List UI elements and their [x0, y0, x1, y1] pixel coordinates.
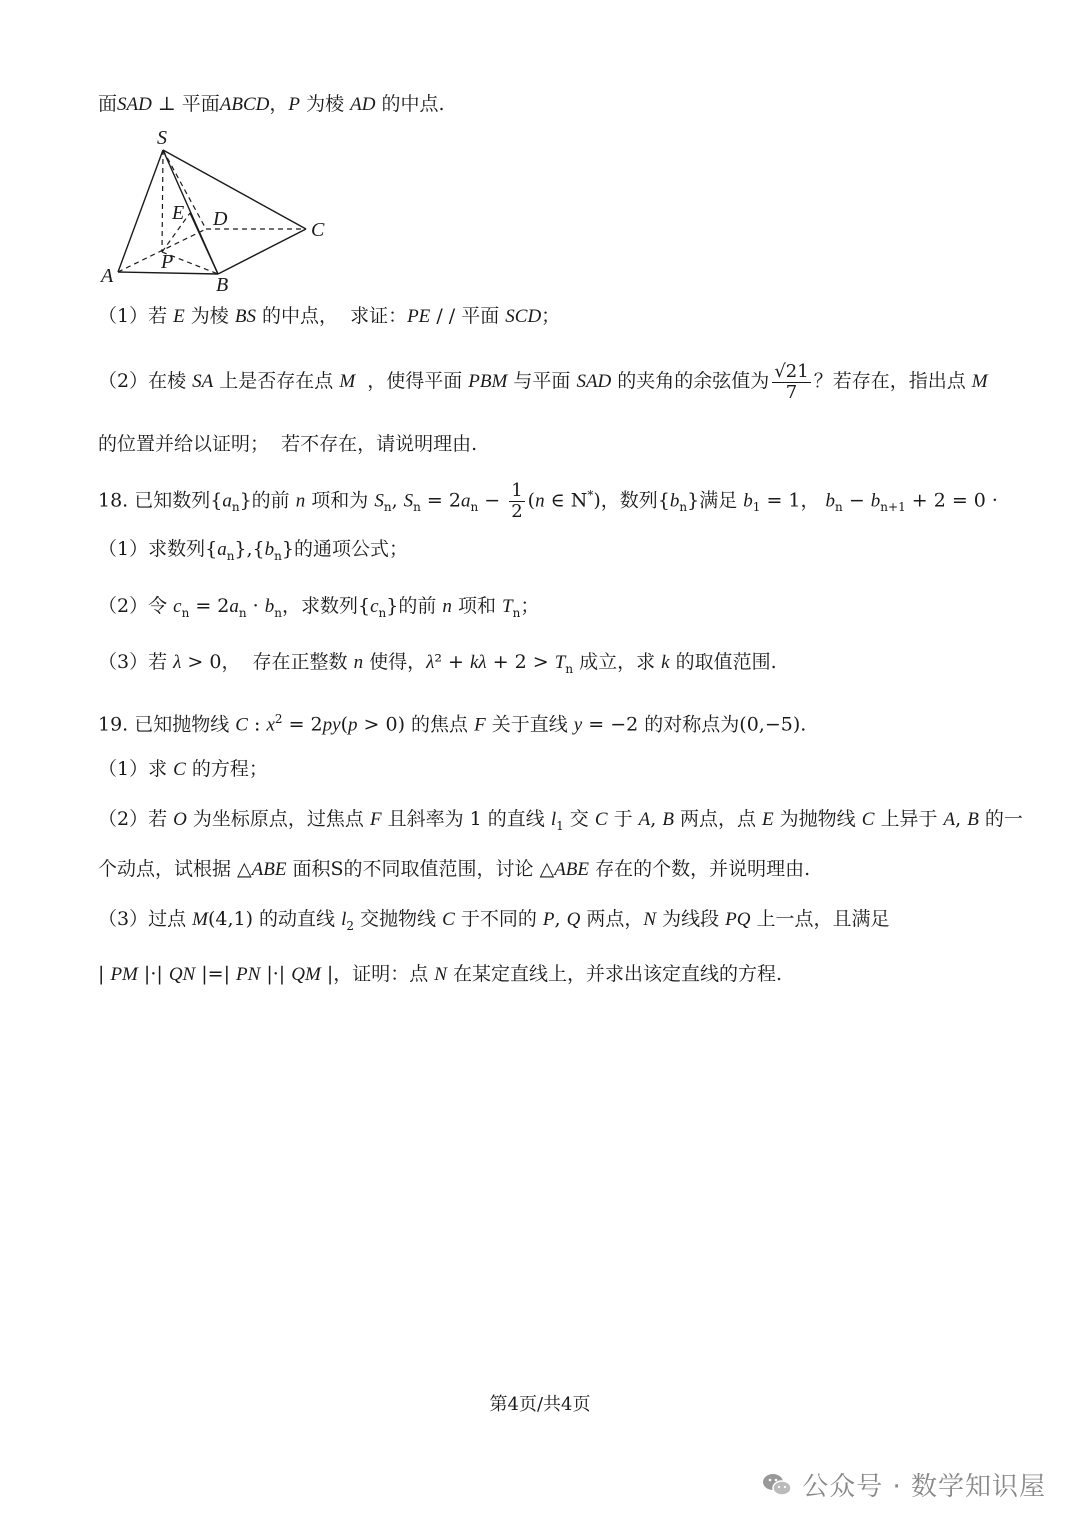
- label-S: S: [157, 127, 167, 149]
- q19-part3a: （3）过点 M(4,1) 的动直线 $l_2$ 交抛物线 C 于不同的 P, Q 两点，N 为线段 PQ 上一点，且满足: [98, 908, 890, 933]
- label-E: E: [172, 202, 185, 224]
- q17-part1: （1）若 E 为棱 BS 的中点， 求证：PE / / 平面 SCD；: [98, 305, 561, 327]
- label-P: P: [161, 251, 174, 273]
- q17-part2: （2）在棱 SA 上是否存在点 M ，使得平面 PBM 与平面 SAD 的夹角的余弦值为 $\frac{√21}{7}$ ？若存在，指出点 M: [98, 360, 988, 403]
- q17-part2-tail: 的位置并给以证明； 若不存在，请说明理由.: [98, 433, 478, 455]
- watermark: [762, 1466, 1046, 1503]
- q17-intro-end: 面SAD ⊥ 平面ABCD，P 为棱 AD 的中点.: [98, 93, 445, 115]
- q19-part3b: | PM |·| QN |=| PN |·| QM |，证明：点 N 在某定直线上，并求出该定直线的方程.: [98, 963, 783, 985]
- q19-part2a: （2）若 O 为坐标原点，过焦点 F 且斜率为 1 的直线 $l_1$ 交 C 于 A, B 两点，点 E 为抛物线 C 上异于 A, B 的一: [98, 808, 1023, 833]
- q18-part2: （2）令 $c_n = 2a_n \cdot b_n$，求数列$\{c_n\}$的前 n 项和 $T_n$；: [98, 595, 540, 620]
- q19-stem: 19. 已知抛物线 C : $x^2 = 2py(p > 0)$ 的焦点 F 关于直线 y = −2 的对称点为(0,−5).: [98, 712, 807, 736]
- q18-stem: 18. 已知数列$\{a_n\}$的前 n 项和为 $S_n$, $S_n = 2a_n$ − $\frac{1}{2}$ (n ∈ N*)，数列$\{b_n\}$满足 $b_1 = 1$， $b_n - b_{n+1} + 2 = 0$ ·: [98, 479, 998, 522]
- q18-part3: （3）若 λ > 0， 存在正整数 n 使得，$\lambda^2 + k\lambda + 2 > T_n$ 成立，求 k 的取值范围.: [98, 651, 777, 676]
- label-B: B: [216, 274, 229, 294]
- q19-part2b: 个动点，试根据 △ABE 面积S的不同取值范围，讨论 △ABE 存在的个数，并说明理由.: [98, 858, 811, 880]
- watermark-text: 公众号 · 数学知识屋: [802, 1472, 1046, 1502]
- label-D: D: [213, 208, 228, 230]
- wechat-icon: [762, 1472, 792, 1498]
- pyramid-figure: [96, 124, 336, 294]
- label-A: A: [101, 265, 114, 287]
- q19-part1: （1）求 C 的方程；: [98, 758, 268, 780]
- page-footer: 第4页/共4页: [489, 1394, 591, 1415]
- q18-part1: （1）求数列$\{a_n\},\{b_n\}$的通项公式；: [98, 538, 408, 563]
- label-C: C: [311, 219, 325, 241]
